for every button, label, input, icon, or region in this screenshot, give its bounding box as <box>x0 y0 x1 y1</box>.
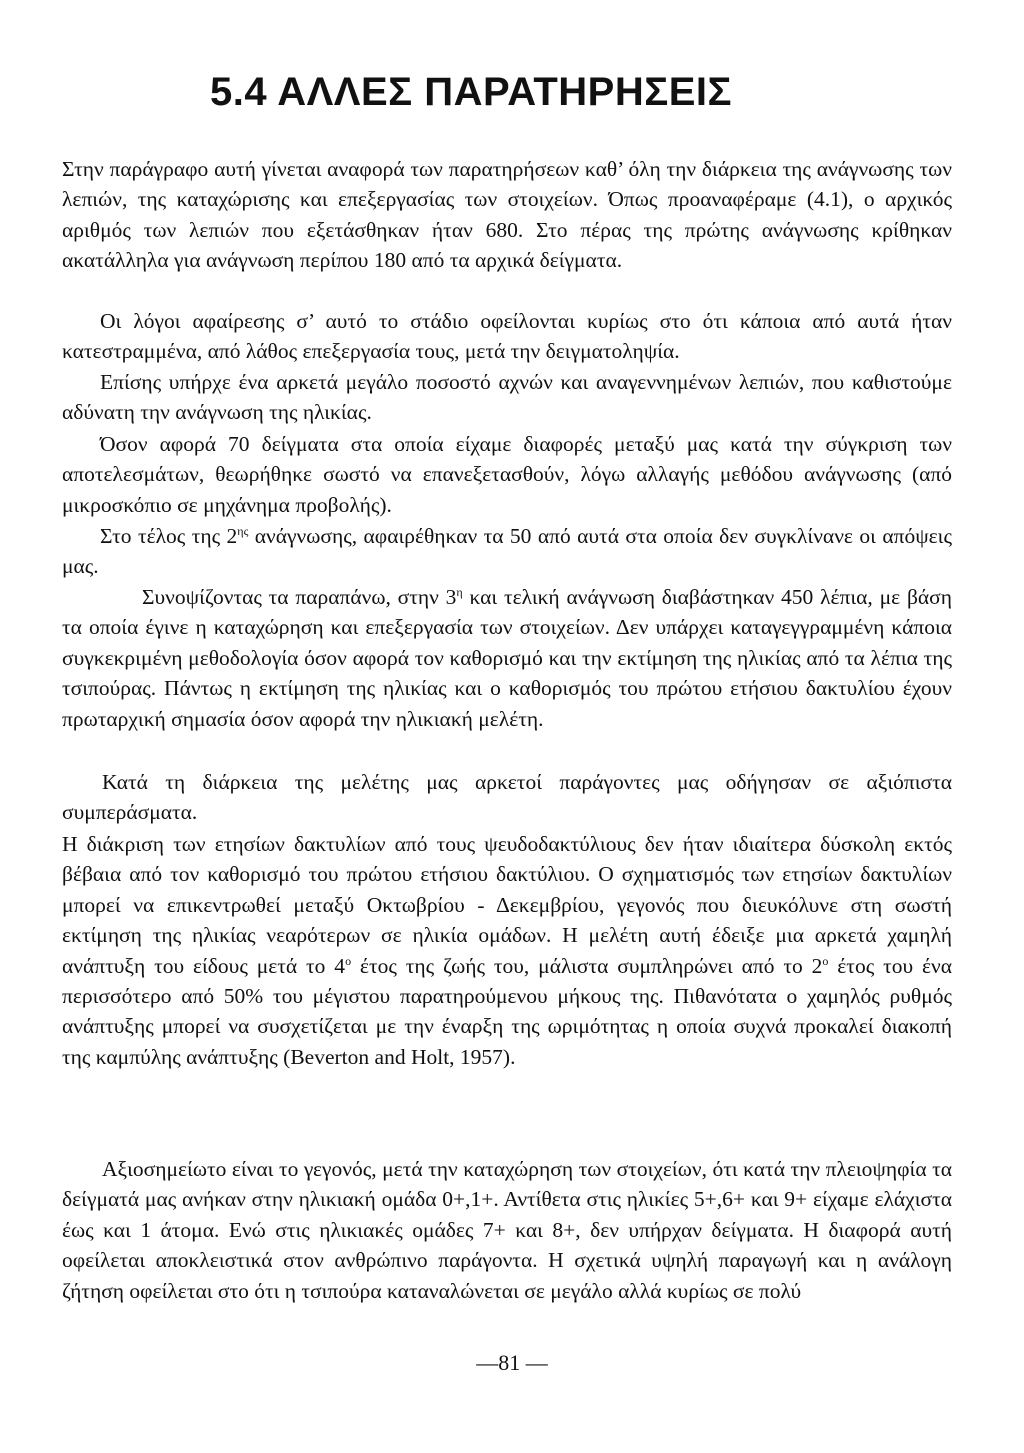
paragraph-summary <box>62 582 952 734</box>
paragraph-faint-scales: Επίσης υπήρχε ένα αρκετά μεγάλο ποσοστό αχνών και αναγεννημένων λεπιών, που καθιστούμε αδύνατη την ανάγνωση της ηλικίας. <box>62 370 952 425</box>
text-segment: Η διάκριση των ετησίων δακτυλίων από τους ψευδοδακτύλιους δεν ήταν ιδιαίτερα δύσκολη εκτός βέβαια από τον καθορισμό του πρώτου ετήσιου δακτύλιου. Ο σχηματισμός των ετησίων δακτυλίων μπορεί να επικεντρωθεί μεταξύ Οκτωβρίου - Δεκεμβρίου, γεγονός που διευκόλυνε στη σωστή εκτίμηση της ηλικίας νεαρότερων σε ηλικία ομάδων. Η μελέτη αυτή έδειξε μια αρκετά χαμηλή ανάπτυξη του είδους μετά το 4 <box>62 832 952 978</box>
paragraph-factors: Κατά τη διάρκεια της μελέτης μας αρκετοί παράγοντες μας οδήγησαν σε αξιόπιστα συμπεράσματα. <box>62 770 952 825</box>
paragraph-reexamination: Όσον αφορά 70 δείγματα στα οποία είχαμε διαφορές μεταξύ μας κατά την σύγκριση των αποτελεσμάτων, θεωρήθηκε σωστό να επανεξετασθούν, λόγω αλλαγής μεθόδου ανάγνωσης (από μικροσκόπιο σε μηχάνημα προβολής). <box>62 432 952 517</box>
paragraph-removal-reasons: Οι λόγοι αφαίρεσης σ’ αυτό το στάδιο οφείλονται κυρίως στο ότι κάποια από αυτά ήταν κατεστραμμένα, από λάθος επεξεργασία τους, μετά την δειγματοληψία. <box>62 309 952 364</box>
text-segment: έτος της ζωής του, μάλιστα συμπληρώνει από το 2 <box>351 953 823 978</box>
ordinal-superscript: ο <box>345 953 352 968</box>
paragraph-age-groups: Αξιοσημείωτο είναι το γεγονός, μετά την καταχώρηση των στοιχείων, ότι κατά την πλειοψηφία τα δείγματά μας ανήκαν στην ηλικιακή ομάδα 0+,1+. Αντίθετα στις ηλικίες 5+,6+ και 9+ είχαμε ελάχιστα έως και 1 άτομα. Ενώ στις ηλικιακές ομάδες 7+ και 8+, δεν υπήρχαν δείγματα. Η διαφορά αυτή οφείλεται αποκλειστικά στον ανθρώπινο παράγοντα. Η σχετικά υψηλή παραγωγή και η ανάλογη ζήτηση οφείλεται στο ότι η τσιπούρα καταναλώνεται σε μεγάλο αλλά κυρίως σε πολύ <box>62 1157 952 1303</box>
paragraph-intro: Στην παράγραφο αυτή γίνεται αναφορά των παρατηρήσεων καθ’ όλη την διάρκεια της ανάγνωσης των λεπιών, της καταχώρισης και επεξεργασίας των στοιχείων. Όπως προαναφέραμε (4.1), ο αρχικός αριθμός των λεπιών που εξετάσθηκαν ήταν 680. Στο πέρας της πρώτης ανάγνωσης κρίθηκαν ακατάλληλα για ανάγνωση περίπου 180 από τα αρχικά δείγματα. <box>62 157 952 273</box>
text-segment: Στο τέλος της 2 <box>100 524 238 548</box>
ordinal-superscript: ης <box>237 523 249 538</box>
text-segment: Συνοψίζοντας τα παραπάνω, στην 3 <box>142 585 457 609</box>
text-segment: ανάγνωσης, αφαιρέθηκαν τα 50 από αυτά στα οποία δεν συγκλίνανε οι απόψεις μας. <box>62 524 952 579</box>
page-title: 5.4 ΑΛΛΕΣ ΠΑΡΑΤΗΡΗΣΕΙΣ <box>210 70 733 114</box>
text-segment: και τελική ανάγνωση διαβάστηκαν 450 λέπια, με βάση τα οποία έγινε η καταχώρηση και επεξεργασία των στοιχείων. Δεν υπάρχει καταγεγγραμμένη κάποια συγκεκριμένη μεθοδολογία όσον αφορά τον καθορισμό και την εκτίμηση της ηλικίας από τα λέπια της τσιπούρας. Πάντως η εκτίμηση της ηλικίας και ο καθορισμός του πρώτου ετήσιου δακτυλίου έχουν πρωταρχική σημασία όσον αφορά την ηλικιακή μελέτη. <box>62 585 952 731</box>
ordinal-superscript: ο <box>822 953 829 968</box>
text-segment: έτος του ένα περισσότερο από 50% του μέγιστου παρατηρούμενου μήκους της. Πιθανότατα ο χαμηλός ρυθμός ανάπτυξης μπορεί να συσχετίζεται με την έναρξη της ωριμότητας η οποία συχνά προκαλεί διακοπή της καμπύλης ανάπτυξης (Beverton and Holt, 1957). <box>62 953 952 1069</box>
ordinal-superscript: η <box>456 584 463 599</box>
page-number: —81 — <box>476 1350 548 1375</box>
paragraph-second-reading <box>62 521 952 582</box>
paragraph-ring-distinction <box>62 829 952 1072</box>
